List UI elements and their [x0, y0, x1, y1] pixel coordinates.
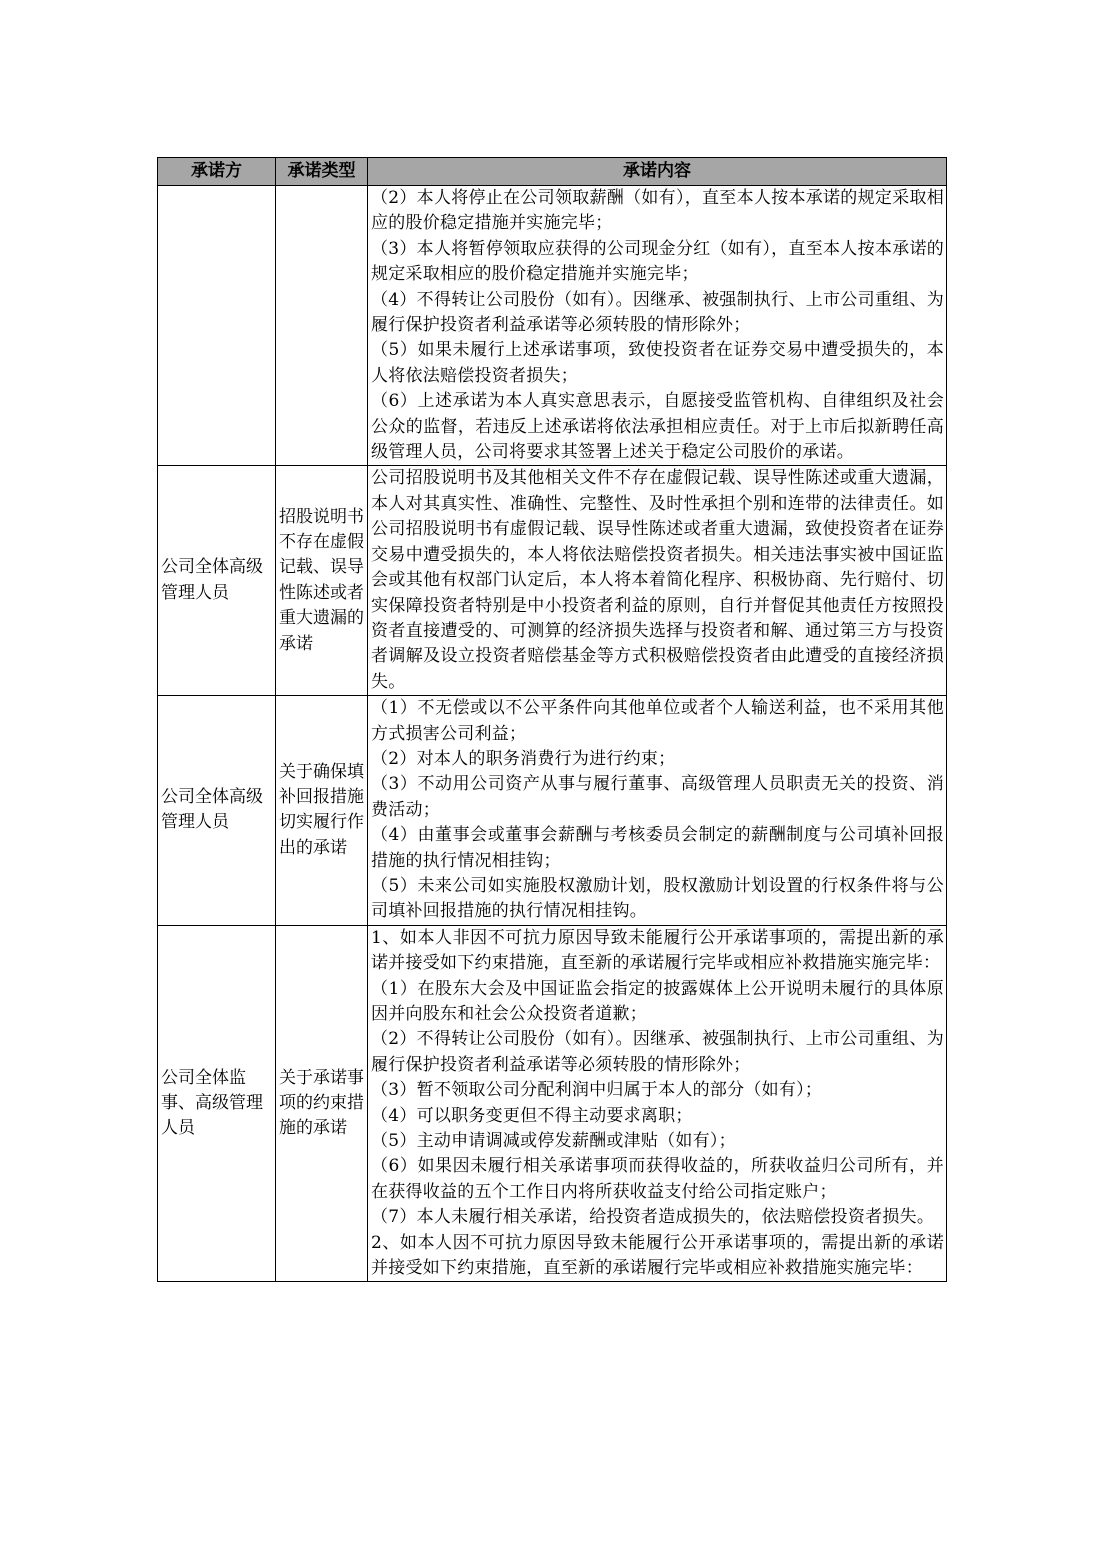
content-paragraph: 2、如本人因不可抗力原因导致未能履行公开承诺事项的，需提出新的承诺并接受如下约束措施，直至新的承诺履行完毕或相应补救措施实施完毕：: [371, 1232, 944, 1279]
content-cell: [368, 466, 947, 696]
header-party: 承诺方: [158, 158, 276, 186]
content-paragraph: （2）本人将停止在公司领取薪酬（如有），直至本人按本承诺的规定采取相应的股价稳定措施并实施完毕；: [371, 188, 944, 234]
content-paragraph: （1）不无偿或以不公平条件向其他单位或者个人输送利益，也不采用其他方式损害公司利益；: [371, 698, 944, 744]
content-paragraph: 1、如本人非因不可抗力原因导致未能履行公开承诺事项的，需提出新的承诺并接受如下约束措施，直至新的承诺履行完毕或相应补救措施实施完毕：: [371, 927, 944, 974]
content-paragraph: （6）如果因未履行相关承诺事项而获得收益的，所获收益归公司所有，并在获得收益的五个工作日内将所获收益支付给公司指定账户；: [371, 1156, 944, 1202]
type-cell: [276, 186, 368, 466]
content-paragraph: （5）如果未履行上述承诺事项，致使投资者在证券交易中遭受损失的，本人将依法赔偿投资者损失；: [371, 340, 944, 386]
table-row: [158, 925, 947, 1282]
commitments-table: [157, 157, 947, 1282]
content-paragraph: （4）由董事会或董事会薪酬与考核委员会制定的薪酬制度与公司填补回报措施的执行情况相挂钩；: [371, 825, 944, 871]
table-header-row: [158, 158, 947, 186]
table-row: [158, 696, 947, 926]
document-page: [157, 157, 946, 1282]
content-paragraph: （6）上述承诺为本人真实意思表示，自愿接受监管机构、自律组织及社会公众的监督，若违反上述承诺将依法承担相应责任。对于上市后拟新聘任高级管理人员，公司将要求其签署上述关于稳定公司股价的承诺。: [371, 391, 944, 463]
content-paragraph: （5）未来公司如实施股权激励计划，股权激励计划设置的行权条件将与公司填补回报措施的执行情况相挂钩。: [371, 875, 944, 922]
content-paragraph: （2）不得转让公司股份（如有）。因继承、被强制执行、上市公司重组、为履行保护投资者利益承诺等必须转股的情形除外；: [371, 1029, 944, 1075]
content-cell: [368, 696, 947, 926]
party-cell: [158, 186, 276, 466]
content-paragraph: （1）在股东大会及中国证监会指定的披露媒体上公开说明未履行的具体原因并向股东和社会公众投资者道歉；: [371, 978, 944, 1024]
type-cell: 关于承诺事项的约束措施的承诺: [276, 925, 368, 1282]
content-paragraph: （4）不得转让公司股份（如有）。因继承、被强制执行、上市公司重组、为履行保护投资者利益承诺等必须转股的情形除外；: [371, 289, 944, 336]
content-paragraph: （7）本人未履行相关承诺，给投资者造成损失的，依法赔偿投资者损失。: [371, 1207, 935, 1228]
table-row: [158, 186, 947, 466]
party-cell: 公司全体高级管理人员: [158, 696, 276, 926]
content-cell: [368, 925, 947, 1282]
content-paragraph: （3）不动用公司资产从事与履行董事、高级管理人员职责无关的投资、消费活动；: [371, 774, 944, 820]
content-paragraph: 公司招股说明书及其他相关文件不存在虚假记载、误导性陈述或重大遗漏，本人对其真实性、准确性、完整性、及时性承担个别和连带的法律责任。如公司招股说明书有虚假记载、误导性陈述或者重大遗漏，致使投资者在证券交易中遭受损失的，本人将依法赔偿投资者损失。相关违法事实被中国证监会或其他有权部门认定后，本人将本着简化程序、积极协商、先行赔付、切实保障投资者特别是中小投资者利益的原则，自行并督促其他责任方按照投资者直接遭受的、可测算的经济损失选择与投资者和解、通过第三方与投资者调解及设立投资者赔偿基金等方式积极赔偿投资者由此遭受的直接经济损失。: [371, 468, 944, 692]
header-content: 承诺内容: [368, 158, 947, 186]
party-cell: 公司全体监事、高级管理人员: [158, 925, 276, 1282]
content-paragraph: （3）暂不领取公司分配利润中归属于本人的部分（如有）；: [371, 1080, 823, 1101]
content-paragraph: （5）主动申请调减或停发薪酬或津贴（如有）；: [371, 1131, 736, 1152]
type-cell: 关于确保填补回报措施切实履行作出的承诺: [276, 696, 368, 926]
party-cell: 公司全体高级管理人员: [158, 466, 276, 696]
table-row: [158, 466, 947, 696]
type-cell: 招股说明书不存在虚假记载、误导性陈述或者重大遗漏的承诺: [276, 466, 368, 696]
content-cell: [368, 186, 947, 466]
content-paragraph: （4）可以职务变更但不得主动要求离职；: [371, 1105, 693, 1126]
content-paragraph: （3）本人将暂停领取应获得的公司现金分红（如有），直至本人按本承诺的规定采取相应的股价稳定措施并实施完毕；: [371, 238, 944, 285]
header-type: 承诺类型: [276, 158, 368, 186]
content-paragraph: （2）对本人的职务消费行为进行约束；: [371, 748, 676, 769]
